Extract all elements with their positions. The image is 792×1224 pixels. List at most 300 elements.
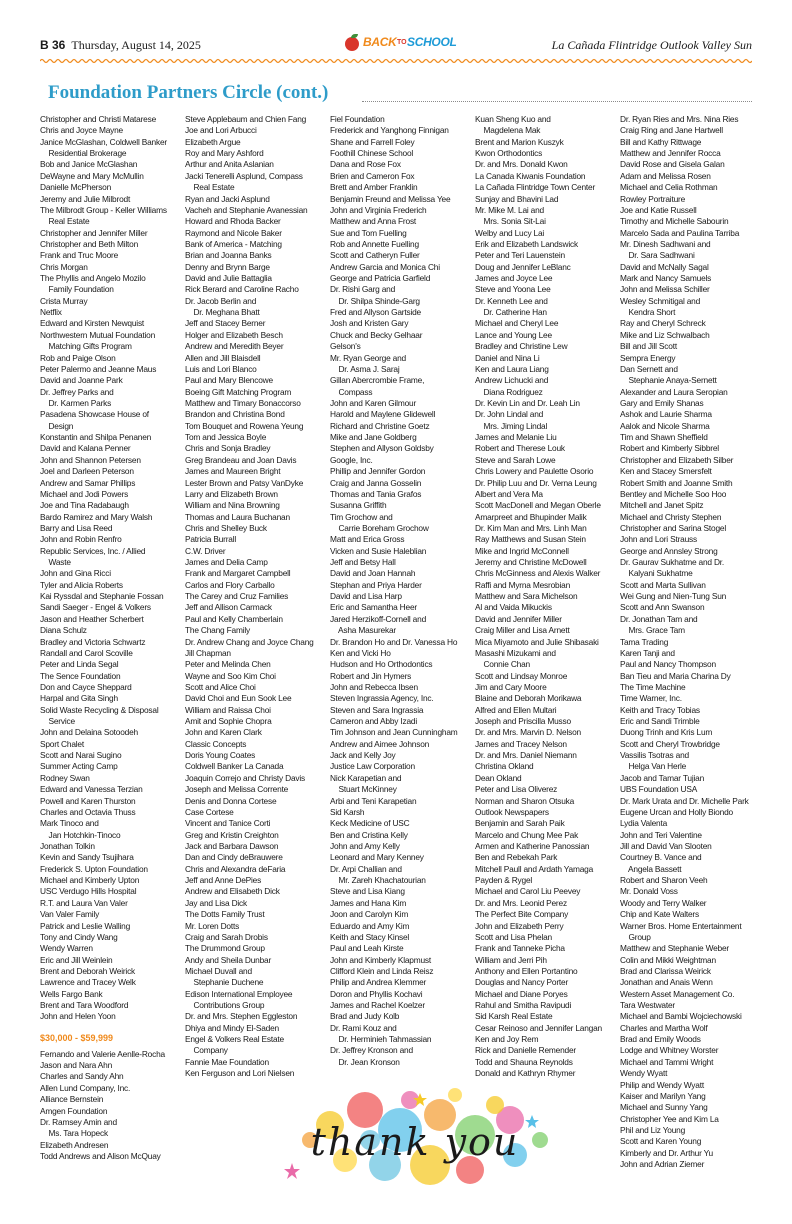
donor-name: Chris and Alexandra deFaria — [185, 863, 286, 874]
donor-name: Ban Tieu and Maria Charina Dy — [620, 670, 731, 681]
section-title: Foundation Partners Circle (cont.) — [48, 82, 329, 103]
donor-name: Sue and Tom Fuelling — [330, 227, 407, 238]
donor-name: Warner Bros. Home Entertainment — [620, 920, 742, 931]
donor-name: Eric and Sandi Trimble — [620, 716, 700, 727]
donor-name: Vincent and Tanice Corti — [185, 818, 271, 829]
donor-name: Michael and Jodi Powers — [40, 488, 129, 499]
donor-name: Mr. Donald Voss — [620, 886, 678, 897]
donor-name: Christopher and Jennifer Miller — [40, 227, 148, 238]
donor-name: Joe and Lori Arbucci — [185, 125, 257, 136]
confetti-dot — [448, 1088, 462, 1102]
donor-name: Pasadena Showcase House of — [40, 409, 149, 420]
star-icon — [284, 1163, 300, 1179]
logo-word-back: BACK — [363, 35, 397, 49]
donor-name: Thomas and Tania Grafos — [330, 488, 422, 499]
donor-name-continuation: Magdelena Mak — [475, 125, 541, 136]
donor-name: Wendy Warren — [40, 943, 93, 954]
donor-name: Diana Schulz — [40, 625, 87, 636]
donor-name: DeWayne and Mary McMullin — [40, 170, 144, 181]
donor-name: Marcelo Sada and Paulina Tarriba — [620, 227, 740, 238]
donor-name: Brad and Judy Kolb — [330, 1011, 400, 1022]
donor-name-continuation: Service — [40, 716, 75, 727]
donor-name: Philip and Andrea Klemmer — [330, 977, 427, 988]
donor-name: Dana and Rose Fox — [330, 159, 401, 170]
donor-name: Cesar Reinoso and Jennifer Langan — [475, 1022, 602, 1033]
donor-name: Jill Chapman — [185, 647, 231, 658]
donor-name: Eduardo and Amy Kim — [330, 920, 410, 931]
donor-name: Dr. Jonathan Tam and — [620, 613, 698, 624]
donor-name: Denny and Brynn Barge — [185, 261, 270, 272]
donor-list — [185, 114, 323, 1080]
donor-name: Sid Karsh — [330, 806, 365, 817]
donor-name: Brent and Deborah Weirick — [40, 965, 136, 976]
logo-word-school: SCHOOL — [407, 35, 457, 49]
donor-name: Peter and Melinda Chen — [185, 659, 271, 670]
publication-name: La Cañada Flintridge Outlook Valley Sun — [551, 38, 752, 52]
donor-name: Craig and Janna Gosselin — [330, 477, 422, 488]
donor-name: UBS Foundation USA — [620, 784, 698, 795]
donor-name: Jeff and Betsy Hall — [330, 557, 396, 568]
donor-name: Scott MacDonell and Megan Oberle — [475, 500, 601, 511]
donor-name: James and Joyce Lee — [475, 273, 553, 284]
donor-name: Scott and Lindsay Monroe — [475, 670, 568, 681]
donor-name: Erik and Elizabeth Landswick — [475, 238, 578, 249]
donor-name: The Dotts Family Trust — [185, 909, 265, 920]
donor-name: Clifford Klein and Linda Reisz — [330, 965, 434, 976]
donor-name-continuation: Company — [185, 1045, 228, 1056]
donor-name: Fred and Allyson Gartside — [330, 307, 422, 318]
donor-name: Mitchell and Janet Spitz — [620, 500, 704, 511]
donor-name: Outlook Newspapers — [475, 806, 549, 817]
donor-name: Chris McGinness and Alexis Walker — [475, 568, 601, 579]
logo-word-to: TO — [397, 39, 407, 46]
donor-name: Kaiser and Marilyn Yang — [620, 1090, 706, 1101]
donor-name: Mica Miyamoto and Julie Shibasaki — [475, 636, 599, 647]
donor-name: Jay and Lisa Dick — [185, 897, 247, 908]
donor-name: John and Kimberly Klapmust — [330, 954, 432, 965]
donor-name: Paul and Mary Blencowe — [185, 375, 273, 386]
donor-name-continuation: Kalyani Sukhatme — [620, 568, 693, 579]
donor-name: Marcelo and Chung Mee Pak — [475, 829, 579, 840]
donor-name: Dr. John Lindal and — [475, 409, 544, 420]
donor-name-continuation: Dr. Asma J. Saraj — [330, 363, 400, 374]
donor-name: Andrew and Elisabeth Dick — [185, 886, 280, 897]
donor-name: Todd Andrews and Alison McQuay — [40, 1150, 161, 1161]
donor-name: Peter Palermo and Jeanne Maus — [40, 363, 157, 374]
page-header — [40, 34, 752, 56]
donor-name: Dr. Ramsey Amin and — [40, 1116, 117, 1127]
donor-name-continuation: Dr. Shilpa Shinde-Garg — [330, 295, 420, 306]
donor-name: Wesley Schmitigal and — [620, 295, 701, 306]
confetti-dot — [486, 1096, 504, 1114]
donor-name: James and Delia Camp — [185, 557, 268, 568]
donor-name: Andy and Sheila Dunbar — [185, 954, 272, 965]
donor-name: Welby and Lucy Lai — [475, 227, 545, 238]
donor-name: Wells Fargo Bank — [40, 988, 103, 999]
title-dotted-rule — [362, 101, 752, 102]
donor-name: Tom and Jessica Boyle — [185, 432, 267, 443]
thank-you-graphic — [270, 1085, 560, 1190]
donor-name: Dr. Kenneth Lee and — [475, 295, 548, 306]
donor-name: Karen Tanji and — [620, 647, 675, 658]
donor-name-continuation: Helga Van Herle — [620, 761, 687, 772]
donor-name: David and Julie Battaglia — [185, 273, 272, 284]
donor-name: Anthony and Ellen Portantino — [475, 965, 578, 976]
donor-name: The Sence Foundation — [40, 670, 121, 681]
donor-name: Jeff and Anne DePies — [185, 875, 262, 886]
donor-name: Daniel and Nina Li — [475, 352, 540, 363]
donor-name: Elizabeth Argue — [185, 136, 241, 147]
donor-name: Kimberly and Dr. Arthur Yu — [620, 1147, 713, 1158]
donor-name: Armen and Katherine Panossian — [475, 841, 590, 851]
donor-name: Sid Karsh Real Estate — [475, 1011, 553, 1022]
donor-name: Ben and Cristina Kelly — [330, 829, 408, 840]
donor-name: Dan Sernett and — [620, 363, 678, 374]
donor-name: Fiel Foundation — [330, 114, 385, 124]
donor-name: Al and Vaida Mikuckis — [475, 602, 552, 613]
donor-name-continuation: Stephanie Anaya-Sernett — [620, 375, 717, 386]
donor-name: Mr. Dinesh Sadhwani and — [620, 238, 711, 249]
donor-name: John and Adrian Ziemer — [620, 1159, 705, 1170]
donor-name: Rowley Portraiture — [620, 193, 686, 204]
donor-name: Jeff and Stacey Berner — [185, 318, 266, 329]
donor-name: Cameron and Abby Izadi — [330, 716, 417, 727]
donor-name: Christopher and Sarina Stogel — [620, 522, 726, 533]
star-icon — [525, 1115, 539, 1128]
donor-name: Janice McGlashan, Coldwell Banker — [40, 136, 167, 147]
donor-name: Luis and Lori Blanco — [185, 363, 257, 374]
donor-name: Robert and Jin Hymers — [330, 670, 412, 681]
donor-name: Eric and Jill Weinlein — [40, 954, 113, 965]
donor-name: Matthew and Timary Bonaccorso — [185, 397, 301, 408]
donor-name: Frank and Truc Moore — [40, 250, 119, 261]
donor-name: Chris and Joyce Mayne — [40, 125, 123, 136]
donor-name: Jason and Nara Ahn — [40, 1060, 113, 1071]
donor-name: George and Patricia Garfield — [330, 273, 431, 284]
donor-name: Amarpreet and Bhupinder Malik — [475, 511, 587, 522]
donor-name: Mark Tinoco and — [40, 818, 99, 829]
donor-name: John and Gina Ricci — [40, 568, 111, 579]
donor-name-continuation: Family Foundation — [40, 284, 114, 295]
donor-name: Andrew Garcia and Monica Chi — [330, 261, 440, 272]
donor-name: John and Virginia Frederich — [330, 204, 427, 215]
donor-name: David and Jennifer Miller — [475, 613, 562, 624]
donor-name: Michael and Kimberly Upton — [40, 875, 140, 886]
donor-name: Robert and Kimberly Sibbrel — [620, 443, 719, 454]
donor-name: Dr. Kim Man and Mrs. Linh Man — [475, 522, 587, 533]
donor-name: Scott and Marta Sullivan — [620, 579, 706, 590]
donor-name: Steve and Yoona Lee — [475, 284, 551, 295]
donor-name: Scott and Alice Choi — [185, 681, 256, 692]
donor-name: Alexander and Laura Seropian — [620, 386, 728, 397]
donor-name: Dr. and Mrs. Marvin D. Nelson — [475, 727, 581, 738]
donor-name: Lance and Young Lee — [475, 329, 552, 340]
donor-name: Joe and Tina Radabaugh — [40, 500, 129, 511]
donor-name: Bank of America - Matching — [185, 238, 282, 249]
donor-name: Foothill Chinese School — [330, 148, 414, 159]
donor-name: David and Joan Hannah — [330, 568, 416, 579]
donor-name: Ken Ferguson and Lori Nielsen — [185, 1068, 295, 1079]
donor-name: Frank and Margaret Campbell — [185, 568, 291, 579]
donor-name: William and Raissa Choi — [185, 704, 271, 715]
donor-name: Donald and Kathryn Rhymer — [475, 1068, 576, 1079]
donor-name: Jeremy and Julie Milbrodt — [40, 193, 131, 204]
donor-name: Amgen Foundation — [40, 1105, 108, 1116]
donor-name-continuation: Stephanie Duchene — [185, 977, 264, 988]
donor-name-continuation: Diana Rodriguez — [475, 386, 543, 397]
donor-name: C.W. Driver — [185, 545, 226, 556]
donor-name: La Canada Kiwanis Foundation — [475, 170, 586, 181]
donor-name: Holger and Elizabeth Besch — [185, 329, 283, 340]
donor-name: Hudson and Ho Orthodontics — [330, 659, 433, 670]
donor-name: Bill and Kathy Rittwage — [620, 136, 702, 147]
donor-name: Peter and Lisa Oliverez — [475, 784, 558, 795]
donor-name: Christopher and Christi Matarese — [40, 114, 157, 124]
donor-name: USC Verdugo Hills Hospital — [40, 886, 137, 897]
apple-icon — [345, 37, 359, 51]
donor-name: Coldwell Banker La Canada — [185, 761, 284, 772]
donor-name: Dr. and Mrs. Stephen Eggleston — [185, 1011, 298, 1022]
donor-name: Craig Miller and Lisa Arnett — [475, 625, 570, 636]
donor-name: Tom Bouquet and Rowena Yeung — [185, 420, 304, 431]
donor-name: Vacheh and Stephanie Avanessian — [185, 204, 308, 215]
donor-name: John and Karen Gilmour — [330, 397, 417, 408]
donor-name: Greg and Kristin Creighton — [185, 829, 279, 840]
donor-name: Dr. Arpi Challian and — [330, 863, 402, 874]
donor-name: Frederick and Yanghong Finnigan — [330, 125, 449, 136]
donor-name: Matthew and Jennifer Rocca — [620, 148, 721, 159]
donor-name: Benjamin Freund and Melissa Yee — [330, 193, 451, 204]
donor-name: John and Melissa Schiller — [620, 284, 710, 295]
donor-name: Google, Inc. — [330, 454, 373, 465]
donor-name-continuation: Group — [620, 931, 651, 942]
donor-name: Konstantin and Shilpa Penanen — [40, 432, 152, 443]
donor-name: Christina Okland — [475, 761, 534, 772]
donor-name: Dr. Andrew Chang and Joyce Chang — [185, 636, 314, 647]
donor-name: Lester Brown and Patsy VanDyke — [185, 477, 304, 488]
donor-name: Bradley and Victoria Schwartz — [40, 636, 146, 647]
donor-name: Jeff and Allison Carmack — [185, 602, 272, 613]
donor-name: Mr. Loren Dotts — [185, 920, 240, 931]
donor-name: Solid Waste Recycling & Disposal — [40, 704, 159, 715]
donor-name-continuation: Compass — [330, 386, 373, 397]
donor-name: Douglas and Nancy Porter — [475, 977, 569, 988]
donor-name: Jacob and Tamar Tujian — [620, 772, 705, 783]
donor-name: George and Annsley Strong — [620, 545, 718, 556]
donor-name-continuation: Mr. Zareh Khachatourian — [330, 875, 426, 886]
donor-name: Larry and Elizabeth Brown — [185, 488, 278, 499]
donor-name: Chip and Kate Walters — [620, 909, 699, 920]
donor-name: Doron and Phyllis Kochavi — [330, 988, 423, 999]
donor-name: David and Lisa Harp — [330, 591, 402, 602]
donor-name: James and Hana Kim — [330, 897, 407, 908]
donor-name: William and Jerri Pih — [475, 954, 547, 965]
donor-name: Edward and Vanessa Terzian — [40, 784, 143, 795]
donor-name: Arbi and Teni Karapetian — [330, 795, 417, 806]
donor-name: Dr. Brandon Ho and Dr. Vanessa Ho — [330, 636, 458, 647]
donor-name: Fernando and Valerie Aenlle-Rocha — [40, 1048, 165, 1059]
donor-name: Steven and Sara Ingrassia — [330, 704, 424, 715]
donor-name-continuation: Kendra Short — [620, 307, 676, 318]
donor-name: Mike and Jane Goldberg — [330, 432, 417, 443]
donor-name: Lodge and Whitney Worster — [620, 1045, 719, 1056]
donor-list — [40, 114, 178, 1023]
donor-name: Todd and Shauna Reynolds — [475, 1056, 573, 1067]
donor-name: Frank and Tanneke Picha — [475, 943, 565, 954]
donor-name: Sandi Saeger - Engel & Volkers — [40, 602, 151, 613]
donor-name: Dr. and Mrs. Leonid Perez — [475, 897, 567, 908]
donor-name: Doug and Jennifer LeBlanc — [475, 261, 571, 272]
donor-name: Danielle McPherson — [40, 182, 112, 193]
donor-name: John and Rebecca Ibsen — [330, 681, 418, 692]
donor-name: Dr. Ryan Ries and Mrs. Nina Ries — [620, 114, 739, 124]
donor-name: Ken and Stacey Smersfelt — [620, 466, 712, 477]
donor-name: Joon and Carolyn Kim — [330, 909, 409, 920]
donor-name: Benjamin and Sarah Paik — [475, 818, 565, 829]
donor-name: Brandon and Christina Bond — [185, 409, 285, 420]
donor-name: Brian and Joanna Banks — [185, 250, 272, 261]
donor-name-continuation: Design — [40, 420, 74, 431]
donor-name: Greg Brandeau and Joan Davis — [185, 454, 297, 465]
donor-name: Lawrence and Tracey Welk — [40, 977, 136, 988]
donor-name: John and Robin Renfro — [40, 534, 122, 545]
confetti-dot — [532, 1132, 548, 1148]
donor-name: Bob and Janice McGlashan — [40, 159, 138, 170]
donor-name: Dr. Gaurav Sukhatme and Dr. — [620, 557, 725, 568]
donor-name: The Perfect Bite Company — [475, 909, 569, 920]
donor-name: Timothy and Michelle Sabourin — [620, 216, 729, 227]
donor-name: Joe and Katie Russell — [620, 204, 697, 215]
donor-name-continuation: Contributions Group — [185, 1000, 265, 1011]
donor-column-3 — [330, 114, 468, 1068]
donor-name: Joaquin Correjo and Christy Davis — [185, 772, 306, 783]
donor-name: Jack and Barbara Dawson — [185, 841, 279, 851]
donor-name: Dr. Philip Luu and Dr. Verna Leung — [475, 477, 597, 488]
donor-name: Wendy Wyatt — [620, 1068, 668, 1079]
donor-name: Dr. Rami Kouz and — [330, 1022, 397, 1033]
donor-name: Philip and Wendy Wyatt — [620, 1079, 704, 1090]
donor-name: Tim Grochow and — [330, 511, 393, 522]
donor-name: John and Delaina Sotoodeh — [40, 727, 138, 738]
donor-name: Sport Chalet — [40, 738, 84, 749]
donor-name: Charles and Sandy Ahn — [40, 1071, 124, 1082]
donor-name: Phil and Liz Young — [620, 1124, 686, 1135]
donor-name: Jonathan and Anais Wenn — [620, 977, 713, 988]
donor-name: Tony and Cindy Wang — [40, 931, 118, 942]
donor-name: Jason and Heather Scherbert — [40, 613, 144, 624]
donor-name-continuation: Real Estate — [40, 216, 90, 227]
tier-donor-list — [40, 1049, 178, 1163]
donor-name: James and Tracey Nelson — [475, 738, 567, 749]
donor-name: Chris and Shelley Buck — [185, 522, 267, 533]
donor-name: Craig Ring and Jane Hartwell — [620, 125, 723, 136]
donor-name: Joel and Darleen Peterson — [40, 466, 134, 477]
donor-name: Fannie Mae Foundation — [185, 1056, 269, 1067]
donor-name: Crista Murray — [40, 295, 88, 306]
donor-name: La Cañada Flintridge Town Center — [475, 182, 596, 193]
donor-name: Brent and Tara Woodford — [40, 1000, 129, 1011]
donor-name: Christopher and Elizabeth Silber — [620, 454, 734, 465]
donor-name: Michael and Diane Poryes — [475, 988, 568, 999]
donor-name: John and Amy Kelly — [330, 841, 400, 851]
donor-name: Norman and Sharon Otsuka — [475, 795, 575, 806]
donor-name: Rick Berard and Caroline Racho — [185, 284, 299, 295]
donor-name: John and Elizabeth Perry — [475, 920, 564, 931]
donor-name: Alfred and Ellen Multari — [475, 704, 557, 715]
donor-name: Edison International Employee — [185, 988, 293, 999]
donor-name: Dan and Cindy deBrauwere — [185, 852, 283, 863]
donor-name: Michael and Celia Rothman — [620, 182, 718, 193]
donor-name: Boeing Gift Matching Program — [185, 386, 292, 397]
donor-name: R.T. and Laura Van Valer — [40, 897, 128, 908]
donor-name: Rob and Paige Olson — [40, 352, 116, 363]
donor-name: Ray Matthews and Susan Stein — [475, 534, 586, 545]
donor-name: Western Asset Management Co. — [620, 988, 735, 999]
donor-name-continuation: Mrs. Jiming Lindal — [475, 420, 548, 431]
donor-name: Wayne and Soo Kim Choi — [185, 670, 276, 681]
donor-name: James and Maureen Bright — [185, 466, 281, 477]
donor-name: Chris Morgan — [40, 261, 88, 272]
donor-name: The Phyllis and Angelo Mozilo — [40, 273, 146, 284]
donor-name: Paul and Nancy Thompson — [620, 659, 716, 670]
donor-name: Albert and Vera Ma — [475, 488, 543, 499]
wavy-divider — [40, 58, 752, 64]
donor-name-continuation: Ms. Tara Hopeck — [40, 1128, 108, 1139]
donor-name: Frederick S. Upton Foundation — [40, 863, 148, 874]
donor-name: Jonathan Tolkin — [40, 841, 95, 851]
donor-name: Shane and Farrell Foley — [330, 136, 415, 147]
donor-name: John and Karen Clark — [185, 727, 262, 738]
donor-name: Steven Ingrassia Agency, Inc. — [330, 693, 434, 704]
donor-name-continuation: Mrs. Sonia Sit-Lai — [475, 216, 546, 227]
donor-name: Kai Ryssdal and Stephanie Fossan — [40, 591, 164, 602]
donor-name: Doris Young Coates — [185, 750, 256, 761]
donor-name: Payden & Rygel — [475, 875, 533, 886]
donor-name: Woody and Terry Walker — [620, 897, 707, 908]
donor-name: Richard and Christine Goetz — [330, 420, 430, 431]
donor-name: Vicken and Susie Haleblian — [330, 545, 427, 556]
donor-name: Mr. Ryan George and — [330, 352, 406, 363]
donor-name: Arthur and Anita Aslanian — [185, 159, 274, 170]
donor-column-1 — [40, 114, 178, 1162]
donor-name-continuation: Residential Brokerage — [40, 148, 127, 159]
donor-name: Craig and Sarah Drobis — [185, 931, 268, 942]
donor-name: Tim Johnson and Jean Cunningham — [330, 727, 458, 738]
donor-name: Jeremy and Christine McDowell — [475, 557, 587, 568]
donor-name: Carlos and Flory Carballo — [185, 579, 275, 590]
donor-name: Steve Applebaum and Chien Fang — [185, 114, 307, 124]
donor-name: Dean Okland — [475, 772, 522, 783]
donor-name: Dr. Jeffrey Parks and — [40, 386, 114, 397]
donor-name: Republic Services, Inc. / Allied — [40, 545, 146, 556]
donor-name: Powell and Karen Thurston — [40, 795, 136, 806]
donor-name: Ken and Joy Rem — [475, 1034, 539, 1045]
donor-name: William and Nina Browning — [185, 500, 280, 511]
donor-name: Blaine and Deborah Morikawa — [475, 693, 582, 704]
donor-name: Thomas and Laura Buchanan — [185, 511, 290, 522]
donor-name: Rob and Annette Fuelling — [330, 238, 419, 249]
donor-name: Chris and Sonja Bradley — [185, 443, 271, 454]
donor-name: Michael and Bambi Wojciechowski — [620, 1011, 742, 1022]
donor-name: Robert and Therese Louk — [475, 443, 565, 454]
donor-name: The Time Machine — [620, 681, 686, 692]
donor-name: Charles and Martha Wolf — [620, 1022, 708, 1033]
donor-name-continuation: Dr. Sara Sadhwani — [620, 250, 695, 261]
donor-name-continuation: Angela Bassett — [620, 863, 682, 874]
donor-name: Mike and Ingrid McConnell — [475, 545, 569, 556]
donor-name: Kwon Orthodontics — [475, 148, 543, 159]
donor-name: Michael and Cheryl Lee — [475, 318, 559, 329]
